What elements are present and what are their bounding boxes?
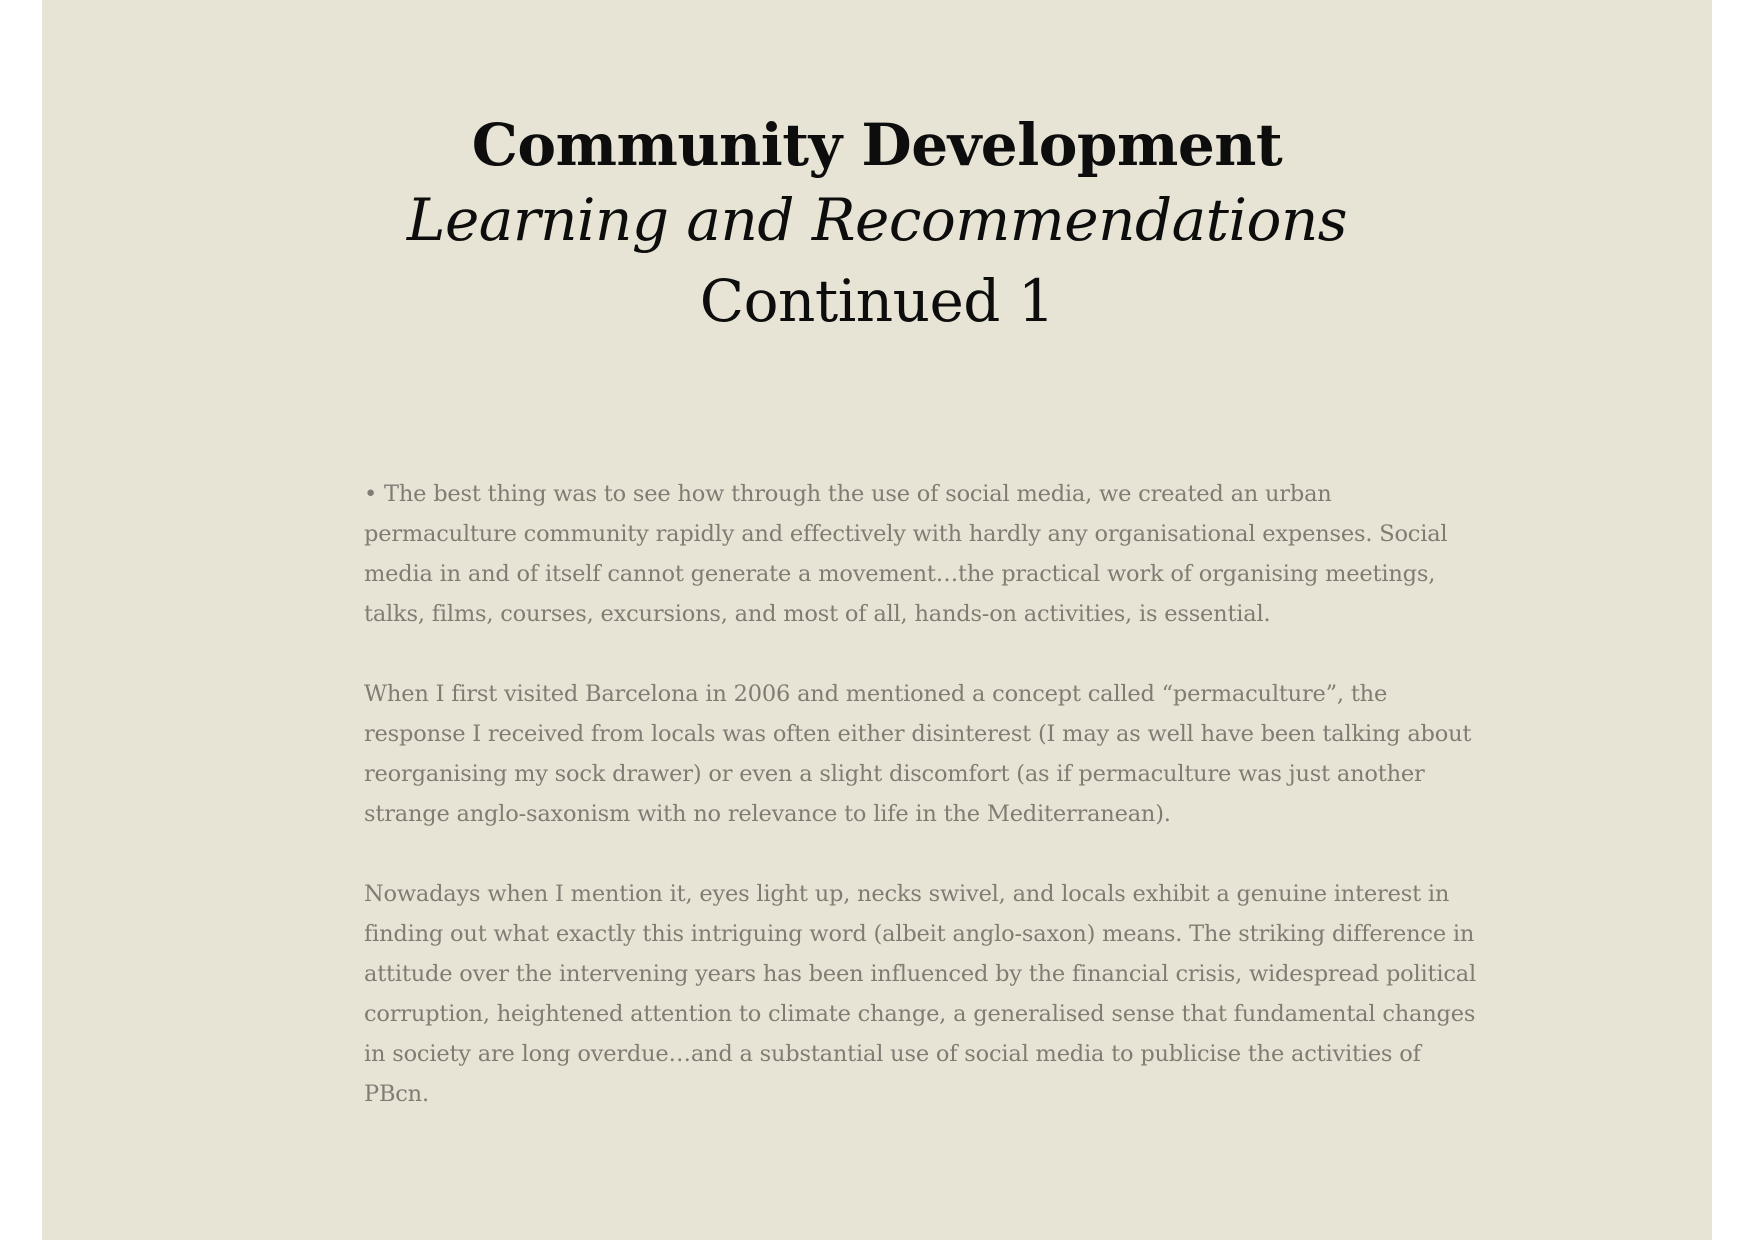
paragraph-barcelona-2006: When I first visited Barcelona in 2006 and mentioned a concept called “permaculture”, the response I received from locals was often either disinterest (I may as well have been talking about reorganising my sock drawer) or even a slight discomfort (as if permaculture was just another strange anglo-saxonism with no relevance to life in the Mediterranean). xyxy=(364,681,1472,827)
paragraph-nowadays: Nowadays when I mention it, eyes light up, necks swivel, and locals exhibit a genuine interest in finding out what exactly this intriguing word (albeit anglo-saxon) means. The striking difference in attitude over the intervening years has been influenced by the financial crisis, widespread political corruption, heightened attention to climate change, a generalised sense that fundamental changes in society are long overdue…and a substantial use of social media to publicise the activities of PBcn. xyxy=(364,881,1476,1107)
continued-label: Continued 1 xyxy=(699,267,1055,335)
page-subtitle: Learning and Recommendations xyxy=(406,186,1348,254)
slide xyxy=(42,0,1712,1240)
body-text xyxy=(364,474,1484,1154)
page-title: Community Development xyxy=(471,111,1283,179)
heading-block xyxy=(42,108,1712,344)
paragraph-social-media: • The best thing was to see how through the use of social media, we created an urban permaculture community rapidly and effectively with hardly any organisational expenses. Social media in and of itself cannot generate a movement…the practical work of organising meetings, talks, films, courses, excursions, and most of all, hands-on activities, is essential. xyxy=(364,481,1448,627)
